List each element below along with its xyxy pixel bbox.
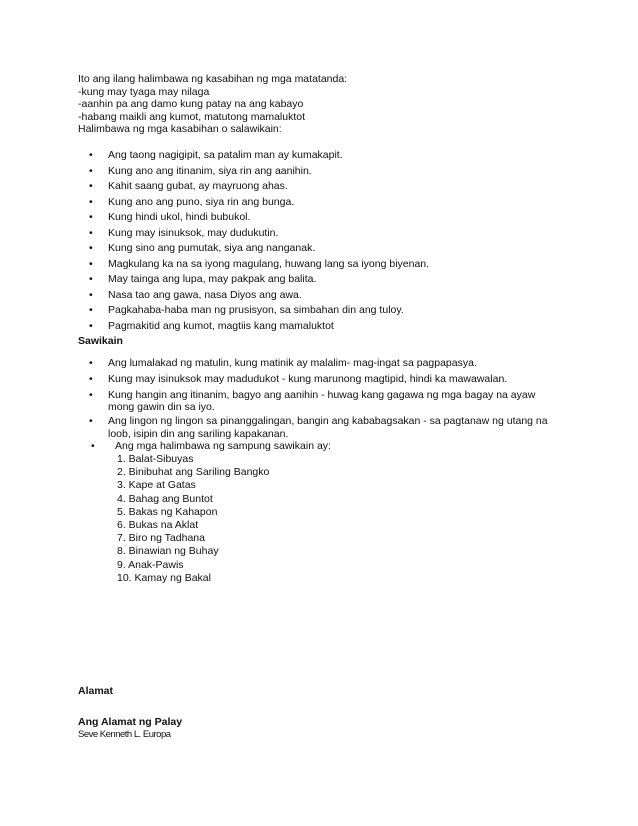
list-item: [78, 241, 578, 257]
bullet-icon: •: [89, 226, 93, 239]
list-item: [78, 288, 578, 304]
numbered-item: 3. Kape at Gatas: [117, 479, 196, 492]
list-item-text: May tainga ang lupa, may pakpak ang balita.: [108, 273, 317, 285]
sawikain-examples: [78, 440, 578, 585]
list-item: [78, 372, 558, 388]
numbered-item: 10. Kamay ng Bakal: [117, 571, 211, 584]
numbered-item: 1. Balat-Sibuyas: [117, 453, 194, 465]
list-item-text: Kung may isinuksok may madudukot - kung marunong magtipid, hindi ka mawawalan.: [108, 372, 508, 385]
numbered-item: 8. Binawian ng Buhay: [117, 545, 219, 558]
list-item-text: Magkulang ka na sa iyong magulang, huwang lang sa iyong biyenan.: [108, 257, 430, 270]
list-item-text: Kung hangin ang itinanim, bagyo ang aanihin - huwag kang gagawa ng mga bagay na ayaw mong gawin din sa iyo.: [108, 388, 536, 413]
bullet-icon: •: [89, 164, 93, 177]
list-item: [78, 210, 578, 226]
kasabihan-list: [78, 148, 578, 334]
intro-line: -habang maikli ang kumot, matutong mamaluktot: [78, 110, 306, 123]
author-name: Seve Kenneth L. Europa: [78, 729, 171, 740]
list-item: [78, 148, 578, 164]
bullet-icon: •: [89, 195, 93, 208]
bullet-icon: •: [89, 242, 93, 254]
bullet-icon: •: [89, 372, 93, 385]
list-item-text: Ang lumalakad ng matulin, kung matinik ay malalim- mag-ingat sa pagpapasya.: [108, 357, 477, 369]
list-item: [78, 195, 578, 211]
list-item: [78, 356, 558, 372]
list-item-text: Ang lingon ng lingon sa pinanggalingan, bangin ang kababagsakan - sa pagtanaw ng utang na loob, isipin din ang sariling kapakanan.: [108, 415, 548, 440]
list-item: [78, 389, 558, 414]
numbered-item: 9. Anak-Pawis: [117, 558, 184, 571]
story-title: Ang Alamat ng Palay: [78, 716, 183, 728]
numbered-list: [78, 453, 578, 585]
section-heading-alamat: Alamat: [78, 685, 114, 697]
list-item-text: Nasa tao ang gawa, nasa Diyos ang awa.: [108, 288, 302, 301]
bullet-icon: •: [89, 319, 93, 332]
list-item-text: Kung sino ang pumutak, siya ang nanganak.: [108, 242, 316, 254]
list-item: [78, 303, 578, 319]
intro-line: Halimbawa ng mga kasabihan o salawikain:: [78, 123, 282, 135]
list-item: [78, 226, 578, 242]
numbered-item: 2. Binibuhat ang Sariling Bangko: [117, 466, 270, 479]
list-item-text: Kung hindi ukol, hindi bubukol.: [108, 211, 251, 223]
sawikain-list: [78, 356, 558, 440]
bullet-icon: •: [89, 304, 93, 316]
list-item-text: Ang taong nagigipit, sa patalim man ay kumakapit.: [108, 149, 343, 161]
bullet-icon: •: [89, 388, 93, 401]
list-item-text: Kahit saang gubat, ay mayruong ahas.: [108, 180, 288, 192]
bullet-icon: •: [89, 288, 93, 301]
intro-section: [78, 73, 578, 136]
intro-line: Ito ang ilang halimbawa ng kasabihan ng mga matatanda:: [78, 73, 348, 85]
list-item-text: Kung ano ang puno, siya rin ang bunga.: [108, 195, 295, 208]
bullet-icon: •: [89, 180, 93, 192]
bullet-icon: •: [91, 440, 95, 452]
bullet-icon: •: [89, 211, 93, 223]
list-item-text: Pagkahaba-haba man ng prusisyon, sa simbahan din ang tuloy.: [108, 304, 404, 316]
numbered-item: 5. Bakas ng Kahapon: [117, 505, 218, 518]
numbered-item: 7. Biro ng Tadhana: [117, 532, 205, 545]
list-item: [78, 415, 558, 440]
intro-line: -kung may tyaga may nilaga: [78, 85, 210, 98]
sawikain-section: [78, 356, 558, 442]
bullet-icon: •: [89, 149, 93, 161]
section-heading-sawikain: Sawikain: [78, 335, 123, 347]
list-item-text: Pagmakitid ang kumot, magtiis kang mamaluktot: [108, 319, 334, 332]
list-item: [78, 164, 578, 180]
list-item-text: Kung may isinuksok, may dudukutin.: [108, 226, 279, 239]
list-item-text: Ang mga halimbawa ng sampung sawikain ay:: [115, 440, 331, 452]
bullet-icon: •: [89, 273, 93, 285]
list-item: [78, 319, 578, 335]
list-item: [78, 440, 578, 453]
bullet-icon: •: [89, 257, 93, 270]
intro-line: -aanhin pa ang damo kung patay na ang kabayo: [78, 98, 304, 110]
bullet-icon: •: [89, 357, 93, 369]
numbered-item: 6. Bukas na Aklat: [117, 519, 199, 532]
list-item: [78, 272, 578, 288]
list-item: [78, 257, 578, 273]
bullet-icon: •: [89, 415, 93, 427]
kasabihan-section: [78, 148, 578, 334]
numbered-item: 4. Bahag ang Buntot: [117, 492, 213, 505]
list-item-text: Kung ano ang itinanim, siya rin ang aanihin.: [108, 164, 312, 177]
list-item: [78, 179, 578, 195]
